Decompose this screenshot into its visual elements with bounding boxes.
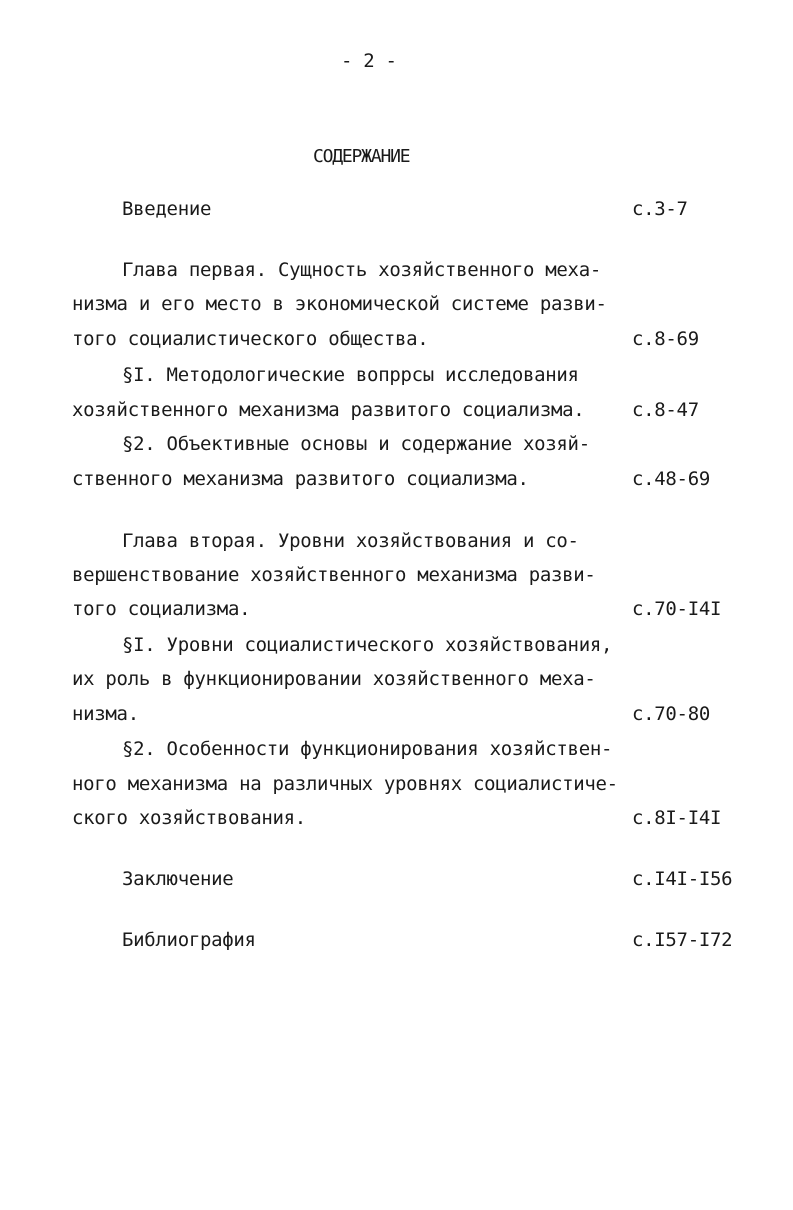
toc-line: ского хозяйствования.: [72, 807, 306, 829]
toc-line: низма и его место в экономической системе разви-: [72, 293, 607, 315]
toc-pages: с.70-80: [632, 703, 710, 725]
toc-pages: с.8I-I4I: [632, 807, 722, 829]
toc-line: хозяйственного механизма развитого социализма.: [72, 399, 585, 421]
page-number: - 2 -: [341, 50, 397, 72]
toc-line: §2. Особенности функционирования хозяйствен-: [122, 738, 613, 760]
toc-pages: с.8-69: [632, 328, 699, 350]
toc-label: Введение: [122, 198, 212, 220]
toc-label: Заключение: [122, 868, 234, 890]
toc-line: ственного механизма развитого социализма.: [72, 468, 529, 490]
toc-pages: с.I57-I72: [632, 929, 733, 951]
toc-line: §2. Объективные основы и содержание хозяй-: [122, 433, 590, 455]
toc-line: Глава первая. Сущность хозяйственного меха-: [122, 259, 601, 281]
toc-line: §I. Уровни социалистического хозяйствования,: [122, 634, 613, 656]
toc-pages: с.3-7: [632, 198, 688, 220]
toc-line: ного механизма на различных уровнях социалистиче-: [72, 773, 618, 795]
toc-label: Библиография: [122, 929, 256, 951]
toc-line: того социалистического общества.: [72, 328, 429, 350]
toc-line: Глава вторая. Уровни хозяйствования и со-: [122, 530, 579, 552]
toc-line: того социализма.: [72, 598, 251, 620]
toc-pages: с.I4I-I56: [632, 868, 733, 890]
toc-line: их роль в функционировании хозяйственного меха-: [72, 668, 596, 690]
toc-line: вершенствование хозяйственного механизма разви-: [72, 564, 596, 586]
toc-line: §I. Методологические вопррсы исследования: [122, 364, 579, 386]
toc-line: низма.: [72, 703, 139, 725]
toc-pages: с.70-I4I: [632, 598, 722, 620]
toc-pages: с.8-47: [632, 399, 699, 421]
toc-title: СОДЕРЖАНИЕ: [313, 146, 410, 167]
toc-pages: с.48-69: [632, 468, 710, 490]
